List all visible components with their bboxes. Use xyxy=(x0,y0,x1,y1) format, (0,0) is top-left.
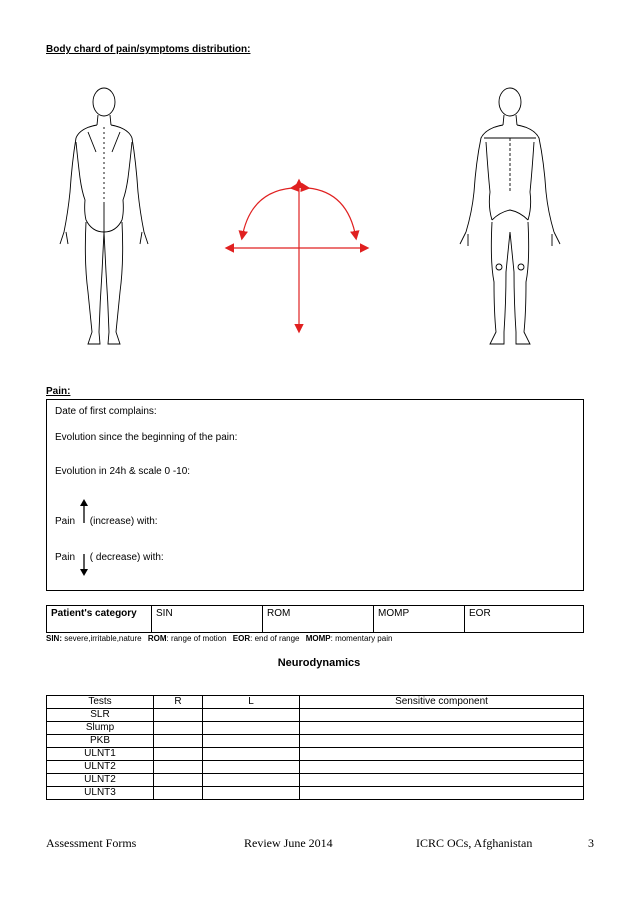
sensitive-cell[interactable] xyxy=(300,735,584,748)
date-first-complaint: Date of first complains: xyxy=(55,406,157,417)
neurodynamics-table xyxy=(46,695,584,800)
header-l: L xyxy=(203,696,300,709)
pain-increase-row xyxy=(55,516,158,527)
category-momp[interactable]: MOMP xyxy=(374,606,465,633)
left-curve-arrow xyxy=(242,188,292,238)
category-eor[interactable]: EOR xyxy=(465,606,584,633)
r-cell[interactable] xyxy=(154,735,203,748)
table-row xyxy=(47,787,584,800)
r-cell[interactable] xyxy=(154,761,203,774)
sensitive-cell[interactable] xyxy=(300,774,584,787)
legend-rom-value: : range of motion xyxy=(166,634,227,643)
sensitive-cell[interactable] xyxy=(300,709,584,722)
test-name: ULNT3 xyxy=(47,787,154,800)
legend-eor-key: EOR xyxy=(232,634,251,643)
arrow-down-icon xyxy=(79,554,89,580)
neurodynamics-title: Neurodynamics xyxy=(277,657,361,669)
pain-decrease-row xyxy=(55,552,164,563)
legend-eor-value: : end of range xyxy=(250,634,300,643)
r-cell[interactable] xyxy=(154,774,203,787)
table-header-row xyxy=(47,696,584,709)
header-tests: Tests xyxy=(47,696,154,709)
legend-momp-value: : momentary pain xyxy=(330,634,393,643)
l-cell[interactable] xyxy=(203,735,300,748)
page-number: 3 xyxy=(588,836,594,850)
evolution-beginning: Evolution since the beginning of the pain: xyxy=(55,432,238,443)
table-row xyxy=(47,761,584,774)
pain-word: Pain xyxy=(55,552,76,563)
sensitive-cell[interactable] xyxy=(300,787,584,800)
sensitive-cell[interactable] xyxy=(300,748,584,761)
l-cell[interactable] xyxy=(203,722,300,735)
pain-word: Pain xyxy=(55,516,76,527)
test-name: ULNT2 xyxy=(47,761,154,774)
pain-increase-text: (increase) with: xyxy=(89,516,158,527)
page-title: Body chard of pain/symptoms distribution: xyxy=(46,44,251,55)
l-cell[interactable] xyxy=(203,787,300,800)
body-front-figure xyxy=(454,82,569,352)
test-name: PKB xyxy=(47,735,154,748)
r-cell[interactable] xyxy=(154,709,203,722)
sensitive-cell[interactable] xyxy=(300,722,584,735)
header-sensitive-component: Sensitive component xyxy=(300,696,584,709)
table-row xyxy=(47,709,584,722)
test-name: SLR xyxy=(47,709,154,722)
table-row xyxy=(47,735,584,748)
header-r: R xyxy=(154,696,203,709)
legend-rom-key: ROM xyxy=(147,634,167,643)
patient-category-table xyxy=(46,605,584,633)
table-row xyxy=(47,722,584,735)
right-curve-arrow xyxy=(308,188,356,238)
legend-sin-key: SIN: xyxy=(46,634,62,643)
test-name: Slump xyxy=(47,722,154,735)
evolution-24h: Evolution in 24h & scale 0 -10: xyxy=(55,466,191,477)
r-cell[interactable] xyxy=(154,787,203,800)
l-cell[interactable] xyxy=(203,761,300,774)
legend-sin-value: severe,irritable,nature xyxy=(62,634,142,643)
test-name: ULNT1 xyxy=(47,748,154,761)
l-cell[interactable] xyxy=(203,709,300,722)
category-sin[interactable]: SIN xyxy=(152,606,263,633)
category-rom[interactable]: ROM xyxy=(263,606,374,633)
category-legend xyxy=(46,634,392,643)
pain-box xyxy=(46,399,584,591)
l-cell[interactable] xyxy=(203,774,300,787)
pain-section-label: Pain: xyxy=(46,386,71,397)
legend-momp-key: MOMP xyxy=(305,634,331,643)
arrow-up-icon xyxy=(79,499,89,525)
r-cell[interactable] xyxy=(154,748,203,761)
footer-center: Review June 2014 xyxy=(244,836,333,850)
footer-right: ICRC OCs, Afghanistan xyxy=(416,836,533,850)
pain-decrease-text: ( decrease) with: xyxy=(89,552,164,563)
movement-arrows-diagram xyxy=(222,176,372,336)
footer-left: Assessment Forms xyxy=(46,836,137,850)
patient-category-header: Patient's category xyxy=(47,606,152,633)
l-cell[interactable] xyxy=(203,748,300,761)
r-cell[interactable] xyxy=(154,722,203,735)
table-row xyxy=(47,774,584,787)
table-row xyxy=(47,748,584,761)
test-name: ULNT2 xyxy=(47,774,154,787)
sensitive-cell[interactable] xyxy=(300,761,584,774)
body-back-figure xyxy=(52,82,162,352)
